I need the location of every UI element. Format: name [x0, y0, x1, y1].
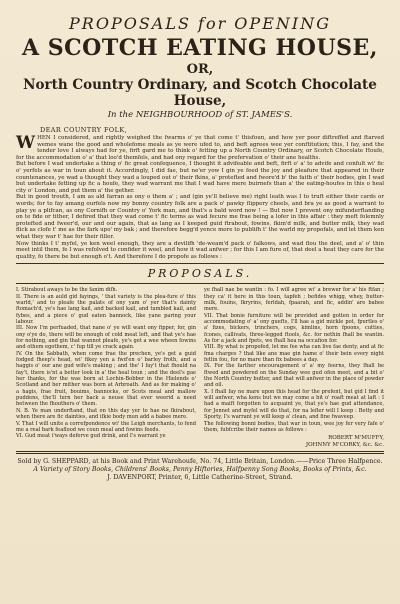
proposal-item: VI. Gud meat i'ways deferve gud drink, and I's warrant ye	[16, 433, 166, 440]
title-or: OR,	[186, 62, 214, 77]
proposals-columns	[16, 287, 384, 449]
proposal-item: X. I fhall fay ne mare upon this head for the prefent, but gid I find it will anfwer, wha kens but we may come a bit o' roaft meat at laft : I had a maift forgotten to acquaint ye, that ye's hae gud attendance, for Jennet and myfel will do that, for na lefler will I keep : Betty and Sporty, I's warrant ye will keep a' clean, and fine fwaveep.	[204, 388, 384, 421]
proposal-item: ye fhall nae be wantin : fo. I will agree wi' a brewer for a' his ftfan ; they ca' it here in this toun, tapfeh ; befides whigg, whey, butter-milk, fouins, fkryrins, ferldah, fpaarah, and fic, addin' are babee mere.	[204, 287, 384, 313]
divider-rule	[16, 263, 384, 264]
title-subtitle: North Country Ordinary, and Scotch Chocolate House,	[23, 77, 377, 109]
proposal-item: I. Stirabout aways to be the fanim difh.	[16, 287, 118, 294]
proposal-item: N. B. Ye man underftand, that on this day yer to hae ne fkirabout, when there are fic dainties, and ifkie body mun add a babee mere.	[16, 407, 196, 421]
divider-rule	[16, 283, 384, 284]
proposal-item: IX. For the farther encouragement o' a' my feerns, they fhall be ftwed and powdered on the Sunday wee gud ofen meet, and a bit o' the North Country butter, and that will anfwer in the place of powder and oil.	[204, 363, 384, 389]
proposal-item: V. That I will unite a correfpondence wi' the Leigh merchants, to fend me a real bark feaflood we coun meal and fowins feeds.	[16, 420, 196, 433]
proposals-left-column	[16, 287, 196, 449]
signature-name: ROBERT M'MUFFY,	[328, 435, 384, 442]
proposal-item: The following bonni bodies, that war in toun, wee joy fer very fafe o' them, fubfcribe their names as follows :	[204, 420, 384, 433]
imprint-seller: Sold by G. SHEPPARD, at his Book and Print Warehoufe, No. 74, Little Britain, London.——Price Three Halfpence.	[17, 458, 383, 466]
imprint-printer: J. DAVENPORT, Printer, 6, Little Catherine-Street, Strand.	[107, 474, 293, 482]
signature-name: JOHNNY M'CORKY, &c. &c.	[305, 442, 384, 449]
letter-paragraph-4: Now thinks I t' myfel, ye ken weel enough, they are a devilifh 'de-weam'd pack o' falkows, and wad flou the deel, and a' o' thin meet intil them, fe I was refolved to confider it weel, and how it wad anfwer ; for this I am fure of, that deel a heat they care for the quality, fo there be but enough o't. And therefore I do propofe as follows :	[16, 240, 384, 260]
letter-salutation: DEAR COUNTRY FOLK,	[40, 126, 128, 134]
letter-body	[16, 135, 384, 260]
letter-paragraph-2: But before I wad undertake a thing o' fic great confequence, I thought it advifeable and beft, firft o' a' to advife and confult wi' fic o' yerfels as war in toun about it. Accordingly, I did fae, but ne'er yow I gin ye feed the joy and pleafure that appeared in their countenances, ye wad a thought they wad a louped out o' their fkins, a' protefted and fwore'd b' the faith o' their bodies, gin I wad but undertake fetting up fic a houfe, they wad warrant me that I wad have mere buirnefs than a' the eating-houfes in this o heal city o' London, and put them a' the gether.	[16, 161, 384, 194]
letter-paragraph-1: HEN I considered, and rightly weighed the fwarms o' ye that come t' thisfoun, and how yer poor diftreffed and ftarved wemes wane the good and wholefome meals as ye were ufed to, and beft agrees wee yer conftitution; this, I fay, and the tender love I always had for ye, firft gard me to think o' fetting up a North Country Ordinary, or Scotch Chocolate Houfe, for the accommodation o' a' that loo'd themfels, and had ony regard for the prefervation o' their ane healths.	[16, 135, 384, 161]
imprint-footer	[16, 458, 384, 482]
imprint-stock: A Variety of Story Books, Childrens' Books, Penny Hiftories, Halfpenny Song Books, Books of Prints, &c.	[33, 466, 367, 474]
title-main: A SCOTCH EATING HOUSE,	[22, 35, 378, 61]
title-location: In the NEIGHBOURHOOD of ST. JAMES'S.	[107, 110, 293, 120]
footer-rule	[16, 451, 384, 454]
proposal-item: VIII. By what is propofed, let me fee wha can live fae denty, and at fic fma charges ? that like ane mae gin hame o' their bein every night fetlin fou, for no mare than fix babees a day.	[204, 344, 384, 364]
signatures	[204, 435, 384, 449]
letter-paragraph-3: But in good trouth, I am as ald farran as ony o them a' ; and (gin ye'll believe me) right leath was I to truft either their cards or words; for to fay amang ourfels now my bonny country folk are a pack o' pawky flippery cheels, and bra ye as good a warrant to play ye a plifcan, as ony Cornifh or Country o' York man, and that's a bald word now ! — But now I prevent ony mifunderftanding on te fide or tither, I defired that they wad come t' fic terms as wad fecure me frae being a lofer in this affair : they meft folemnly protefted and fweer'd, our and our again, that as lang as I keeped guid ftrabout, fowins, fkim'd milk, and butter milk, they wad flick as clofe t' me as the fark upo' my bak ; and therefore begg'd yence more to publifh t' the warld my propofals, and let them ken what they war t' hae for their filler.	[16, 194, 384, 240]
proposal-item: IV. On the Sabbath, when come frae the prechen, ye's get a guid fodged fheep's head, wi' fikey yen a fwd'en o' barley froth, and a haggis o' our ane gud wife's making ; and the' I fay't that fhould na fay't, there is'nt a better look in a' the heal toun ; and the deel's gae her thanks, for the was born at Lochin-Bobber in the Hielends o' Scotland and her mither was born at Arbroath. And as for making o' a hagis, frae fruit, bouims, bannocks, or Scots meal and mallow puddens, the'll turn her back a neuse that ever weerid a need between the fhouthers o' them.	[16, 350, 196, 408]
proposal-item: VII. That bonie furniture will be provided and gotten in order for accommodating o' a' ony guefts, I'll hae a gid mickle pot, fpurtles o' a' fizes, bickers, trinchers, cogs, kimlins, horn fpoons, cutties, fcones, callivats, three-legged ftools, &c. for nethin fhall be wantin. As for a jack and fpets, we fhall hea na occafion for.	[204, 312, 384, 345]
proposal-item: II. There is an auld gid fayings, ' that variety is the plea-fure o' this warld,' and to pleafe the palats of ony yam o' yer that's dainty ftomach'd, ye's hae lang kail, and backed kail, and tumbled kail, and fybes, and a piece o' gud eaten bannock, like yane paring your labour.	[16, 293, 196, 325]
proposals-right-column	[204, 287, 384, 449]
title-proposals: PROPOSALS for OPENING	[69, 14, 331, 33]
drop-cap: W	[16, 133, 36, 153]
proposal-item: III. Now I'm perfuaded, that nane o' ye will want ony fipper, for, gin ony o'ye do, there will be enough of cold meat left, and that ye's hae for nothing, and gin that wannot pleafe, ye's get a wee wheen fowins and othem egothem, c' fup till ye crack again.	[16, 325, 196, 351]
proposals-heading: PROPOSALS.	[147, 267, 253, 281]
